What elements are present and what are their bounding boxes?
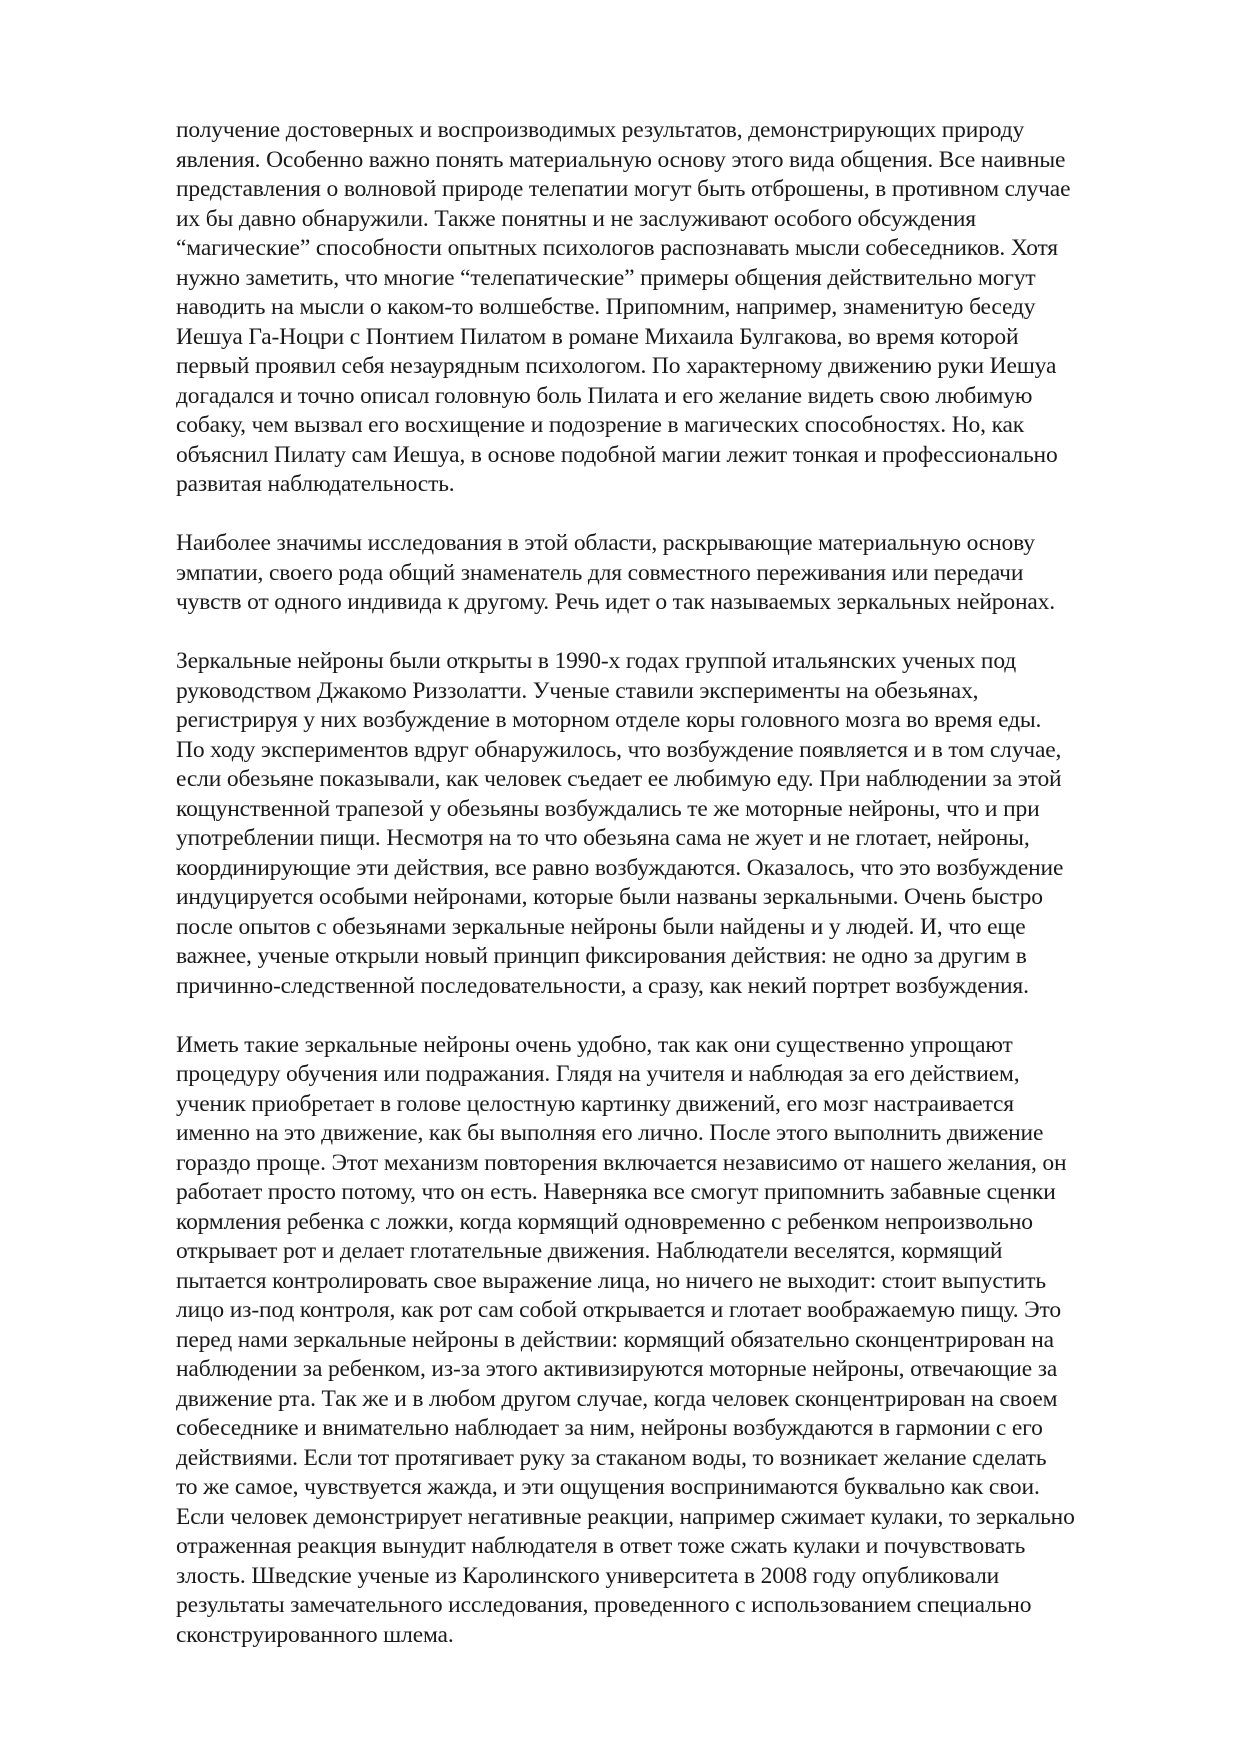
paragraph-mirror-neurons-imitation xyxy=(176,1031,1160,1651)
text-line: По ходу экспериментов вдруг обнаружилось, что возбуждение появляется и в том случае, xyxy=(176,736,1062,763)
text-line: действиями. Если тот протягивает руку за стаканом воды, то возникает желание сделать xyxy=(176,1444,1047,1471)
text-line: наблюдении за ребенком, из-за этого активизируются моторные нейроны, отвечающие за xyxy=(176,1356,1058,1382)
text-line: явления. Особенно важно понять материальную основу этого вида общения. Все наивные xyxy=(176,146,1066,173)
text-line: регистрируя у них возбуждение в моторном отделе коры головного мозга во время еды. xyxy=(176,707,1042,733)
paragraph-mirror-neurons-discovery xyxy=(176,647,1160,1001)
text-line: кощунственной трапезой у обезьяны возбуждались те же моторные нейроны, что и при xyxy=(176,795,1040,822)
paragraph-empathy xyxy=(176,529,1160,618)
text-line: ученик приобретает в голове целостную картинку движений, его мозг настраивается xyxy=(176,1090,1014,1117)
text-line: то же самое, чувствуется жажда, и эти ощущения воспринимаются буквально как свои. xyxy=(176,1474,1040,1500)
text-line: Зеркальные нейроны были открыты в 1990-х годах группой итальянских ученых под xyxy=(176,648,1017,674)
text-line: злость. Шведские ученые из Каролинского университета в 2008 году опубликовали xyxy=(176,1562,1000,1589)
text-line: если обезьяне показывали, как человек съедает ее любимую еду. При наблюдении за этой xyxy=(176,766,1062,792)
text-line: руководством Джакомо Риззолатти. Ученые ставили эксперименты на обезьянах, xyxy=(176,677,979,704)
text-line: процедуру обучения или подражания. Глядя на учителя и наблюдая за его действием, xyxy=(176,1061,1020,1087)
text-line: лицо из-под контроля, как рот сам собой открывается и глотает воображаемую пищу. Это xyxy=(176,1297,1061,1323)
text-line: собеседнике и внимательно наблюдает за ним, нейроны возбуждаются в гармонии с его xyxy=(176,1415,1043,1441)
text-line: Если человек демонстрирует негативные реакции, например сжимает кулаки, то зеркально xyxy=(176,1503,1075,1530)
text-line: развитая наблюдательность. xyxy=(176,471,455,497)
text-line: их бы давно обнаружили. Также понятны и не заслуживают особого обсуждения xyxy=(176,205,976,232)
text-line: чувств от одного индивида к другому. Речь идет о так называемых зеркальных нейронах. xyxy=(176,589,1056,615)
text-line: представления о волновой природе телепатии могут быть отброшены, в противном случае xyxy=(176,176,1071,202)
paragraph-telepathy xyxy=(176,116,1160,500)
text-line: перед нами зеркальные нейроны в действии: кормящий обязательно сконцентрирован на xyxy=(176,1326,1054,1353)
text-line: получение достоверных и воспроизводимых результатов, демонстрирующих природу xyxy=(176,117,1025,143)
text-line: индуцируется особыми нейронами, которые были названы зеркальными. Очень быстро xyxy=(176,884,1043,910)
text-line: результаты замечательного исследования, проведенного с использованием специально xyxy=(176,1592,1032,1618)
text-line: движение рта. Так же и в любом другом случае, когда человек сконцентрирован на своем xyxy=(176,1385,1058,1412)
text-line: первый проявил себя незаурядным психологом. По характерному движению руки Иешуа xyxy=(176,353,1057,379)
text-line: причинно-следственной последовательности, а сразу, как некий портрет возбуждения. xyxy=(176,972,1029,999)
text-line: Иешуа Га-Ноцри с Понтием Пилатом в романе Михаила Булгакова, во время которой xyxy=(176,323,1019,350)
text-line: догадался и точно описал головную боль Пилата и его желание видеть свою любимую xyxy=(176,382,1033,409)
text-line: наводить на мысли о каком-то волшебстве. Припомним, например, знаменитую беседу xyxy=(176,294,1036,320)
text-line: употреблении пищи. Несмотря на то что обезьяна сама не жует и не глотает, нейроны, xyxy=(176,825,1030,851)
text-line: эмпатии, своего рода общий знаменатель для совместного переживания или передачи xyxy=(176,559,1024,586)
text-line: координирующие эти действия, все равно возбуждаются. Оказалось, что это возбуждение xyxy=(176,854,1064,881)
text-line: после опытов с обезьянами зеркальные нейроны были найдены и у людей. И, что еще xyxy=(176,913,1026,940)
text-line: работает просто потому, что он есть. Наверняка все смогут припомнить забавные сценки xyxy=(176,1179,1056,1205)
text-line: сконструированного шлема. xyxy=(176,1621,454,1648)
text-line: пытается контролировать свое выражение лица, но ничего не выходит: стоит выпустить xyxy=(176,1267,1046,1294)
text-line: отраженная реакция вынудит наблюдателя в ответ тоже сжать кулаки и почувствовать xyxy=(176,1533,1026,1559)
text-line: собаку, чем вызвал его восхищение и подозрение в магических способностях. Но, как xyxy=(176,412,1025,438)
text-line: “магические” способности опытных психологов распознавать мысли собеседников. Хотя xyxy=(176,235,1058,261)
text-line: открывает рот и делает глотательные движения. Наблюдатели веселятся, кормящий xyxy=(176,1238,1003,1264)
text-line: Наиболее значимы исследования в этой области, раскрывающие материальную основу xyxy=(176,530,1035,556)
text-line: важнее, ученые открыли новый принцип фиксирования действия: не одно за другим в xyxy=(176,943,1027,969)
text-line: кормления ребенка с ложки, когда кормящий одновременно с ребенком непроизвольно xyxy=(176,1208,1033,1235)
text-line: Иметь такие зеркальные нейроны очень удобно, так как они существенно упрощают xyxy=(176,1031,1013,1058)
document-page xyxy=(176,116,1160,1650)
text-line: гораздо проще. Этот механизм повторения включается независимо от нашего желания, он xyxy=(176,1149,1067,1176)
text-line: объяснил Пилату сам Иешуа, в основе подобной магии лежит тонкая и профессионально xyxy=(176,441,1058,468)
text-line: нужно заметить, что многие “телепатические” примеры общения действительно могут xyxy=(176,264,1036,291)
text-line: именно на это движение, как бы выполняя его лично. После этого выполнить движение xyxy=(176,1120,1044,1146)
